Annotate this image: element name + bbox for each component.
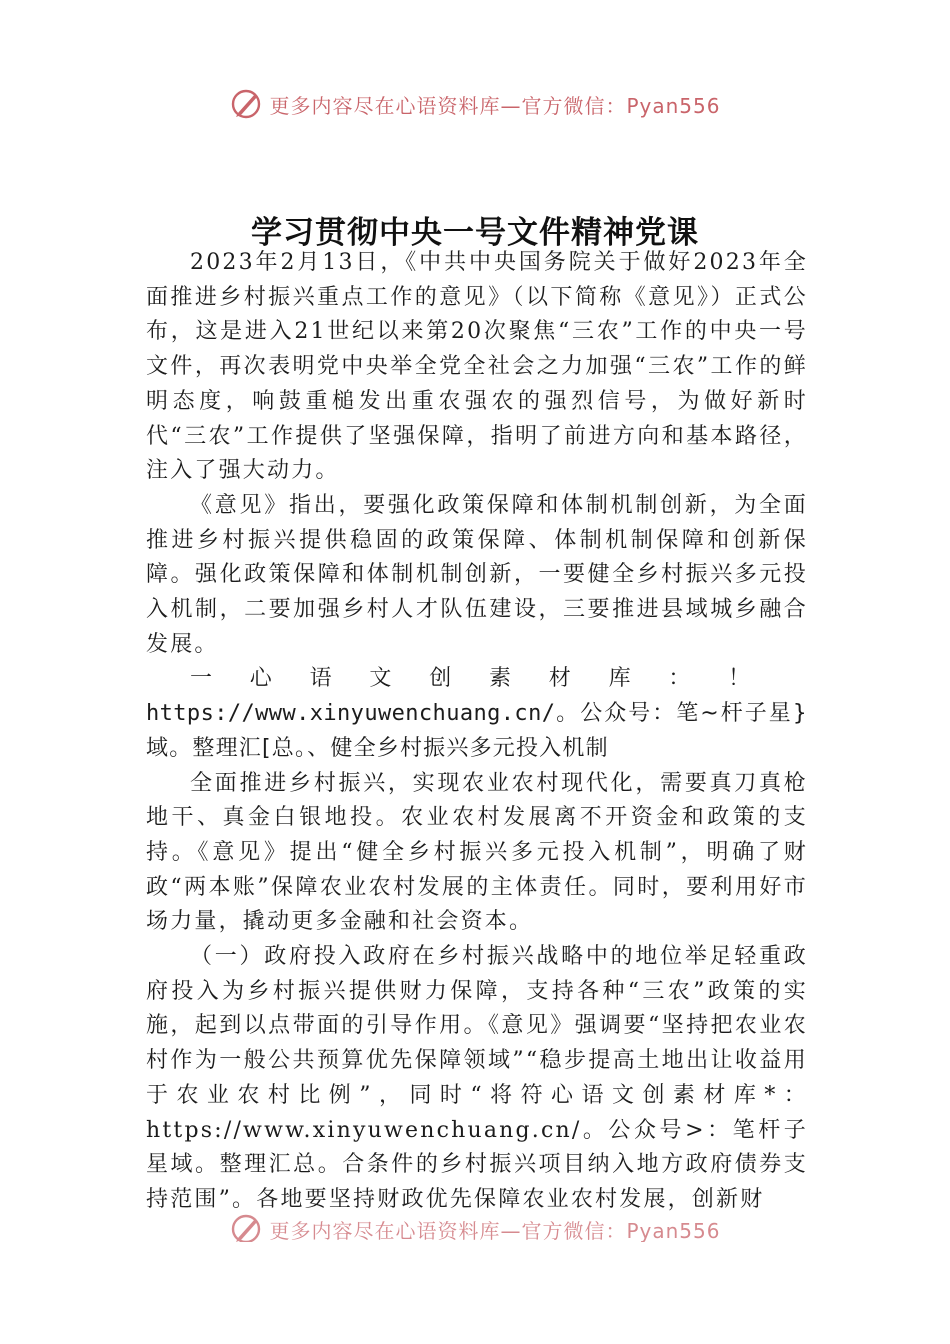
- paragraph-1: 2023年2月13日，《中共中央国务院关于做好2023年全面推进乡村振兴重点工作的意见》（以下简称《意见》）正式公布，这是进入21世纪以来第20次聚焦“三农”工作的中央一号文件，再次表明党中央举全党全社会之力加强“三农”工作的鲜明态度，响鼓重槌发出重农强农的强烈信号，为做好新时代“三农”工作提供了坚强保障，指明了前进方向和基本路径，注入了强大动力。: [146, 250, 808, 484]
- page-title: 学习贯彻中央一号文件精神党课: [251, 214, 699, 251]
- pen-logo-icon: [229, 87, 263, 121]
- heading-rest-text: 。公众号：笔~杆子星}域。整理汇[总。、健全乡村振兴多元投入机制: [146, 701, 808, 761]
- paragraph-4: （一）政府投入政府在乡村振兴战略中的地位举足轻重政府投入为乡村振兴提供财力保障，支持各种“三农”政策的实施，起到以点带面的引导作用。《意见》强调要“坚持把农业农村作为一般公共预算优先保障领域”“稳步提高土地出让收益用于农业农村比例”，同时“将符心语文创素材库*：https://www.xinyuwenchuang.cn/。公众号>：笔杆子星域。整理汇总。合条件的乡村振兴项目纳入地方政府债券支持范围”。各地要坚持财政优先保障农业农村发展，创新财: [146, 944, 808, 1212]
- paragraph-2: 《意见》指出，要强化政策保障和体制机制创新，为全面推进乡村振兴提供稳固的政策保障、体制机制保障和创新保障。强化政策保障和体制机制创新，一要健全乡村振兴多元投入机制，二要加强乡村人才队伍建设，三要推进县域城乡融合发展。: [146, 492, 808, 657]
- watermark-url: https://www.xinyuwenchuang.cn/: [146, 701, 556, 727]
- paragraph-3: 全面推进乡村振兴，实现农业农村现代化，需要真刀真枪地干、真金白银地投。农业农村发展离不开资金和政策的支持。《意见》提出“健全乡村振兴多元投入机制”，明确了财政“两本账”保障农业农村发展的主体责任。同时，要利用好市场力量，撬动更多金融和社会资本。: [146, 770, 808, 935]
- footer-watermark-text: 更多内容尽在心语资料库—官方微信：Pyan556: [269, 1218, 721, 1242]
- pen-logo-icon: [229, 1212, 263, 1242]
- header-watermark-banner: [0, 84, 950, 124]
- footer-watermark-banner: [0, 1208, 950, 1242]
- document-body: [146, 246, 808, 1218]
- header-watermark-text: 更多内容尽在心语资料库—官方微信：Pyan556: [269, 93, 721, 118]
- section-heading-watermark: [146, 662, 808, 766]
- heading-spread-text: 一心语文创素材库：！: [190, 666, 788, 692]
